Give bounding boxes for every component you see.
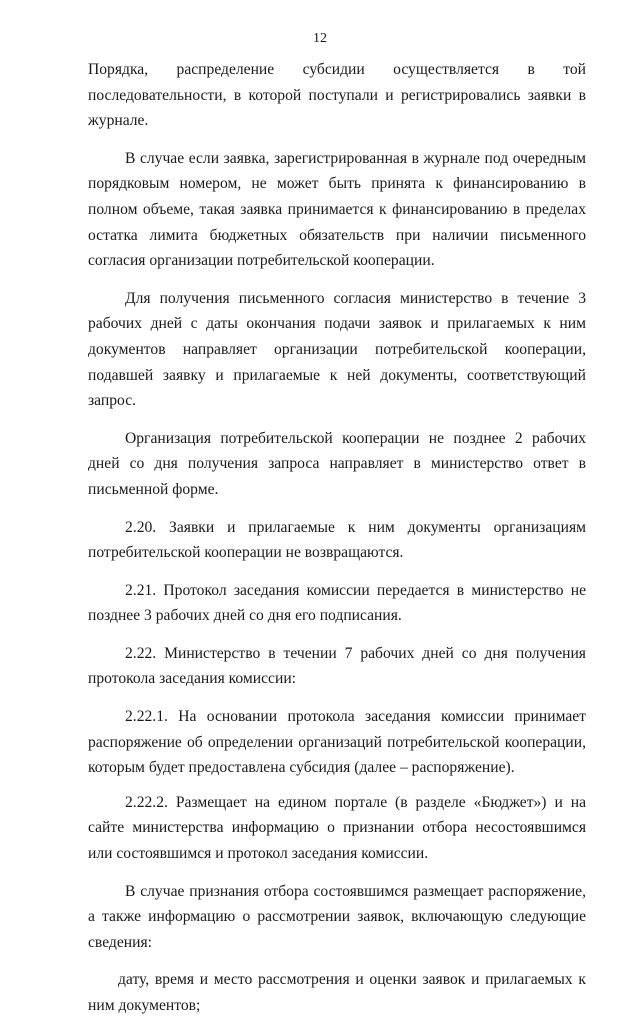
paragraph-continuation: Порядка, распределение субсидии осуществляется в той последовательности, в которой поступали и регистрировались заявки в журнале. <box>88 61 586 130</box>
paragraph-list-item-date: дату, время и место рассмотрения и оценки заявок и прилагаемых к ним документов; <box>88 971 586 1014</box>
paragraph-selection-results: В случае признания отбора состоявшимся размещает распоряжение, а также информацию о рассмотрении заявок, включающую следующие сведения: <box>88 882 586 951</box>
paragraph-response-deadline: Организация потребительской кооперации не позднее 2 рабочих дней со дня получения запроса направляет в министерство ответ в письменной форме. <box>88 429 586 498</box>
paragraph-2-20: 2.20. Заявки и прилагаемые к ним документы организациям потребительской кооперации не возвращаются. <box>88 518 586 562</box>
paragraph-2-22-1: 2.22.1. На основании протокола заседания комиссии принимает распоряжение об определении организаций потребительской кооперации, которым будет предоставлена субсидия (далее – распоряжение). <box>88 708 586 777</box>
paragraph-2-22-2: 2.22.2. Размещает на едином портале (в разделе «Бюджет») и на сайте министерства информацию о признании отбора несостоявшимся или состоявшимся и протокол заседания комиссии. <box>88 793 586 863</box>
paragraph-partial-financing: В случае если заявка, зарегистрированная в журнале под очередным порядковым номером, не может быть принята к финансированию в полном объеме, такая заявка принимается к финансированию в пределах остатка лимита бюджетных обязательств при наличии письменного согласия организации потребительской кооперации. <box>88 149 586 270</box>
document-body <box>88 57 586 1019</box>
paragraph-written-consent: Для получения письменного согласия министерство в течение 3 рабочих дней с даты окончания подачи заявок и прилагаемых к ним документов направляет организации потребительской кооперации, подавшей заявку и прилагаемые к ней документы, соответствующий запрос. <box>88 289 586 410</box>
paragraph-2-22: 2.22. Министерство в течении 7 рабочих дней со дня получения протокола заседания комиссии: <box>88 644 586 688</box>
page-number: 12 <box>313 31 327 46</box>
paragraph-2-21: 2.21. Протокол заседания комиссии передается в министерство не позднее 3 рабочих дней со дня его подписания. <box>88 581 586 625</box>
